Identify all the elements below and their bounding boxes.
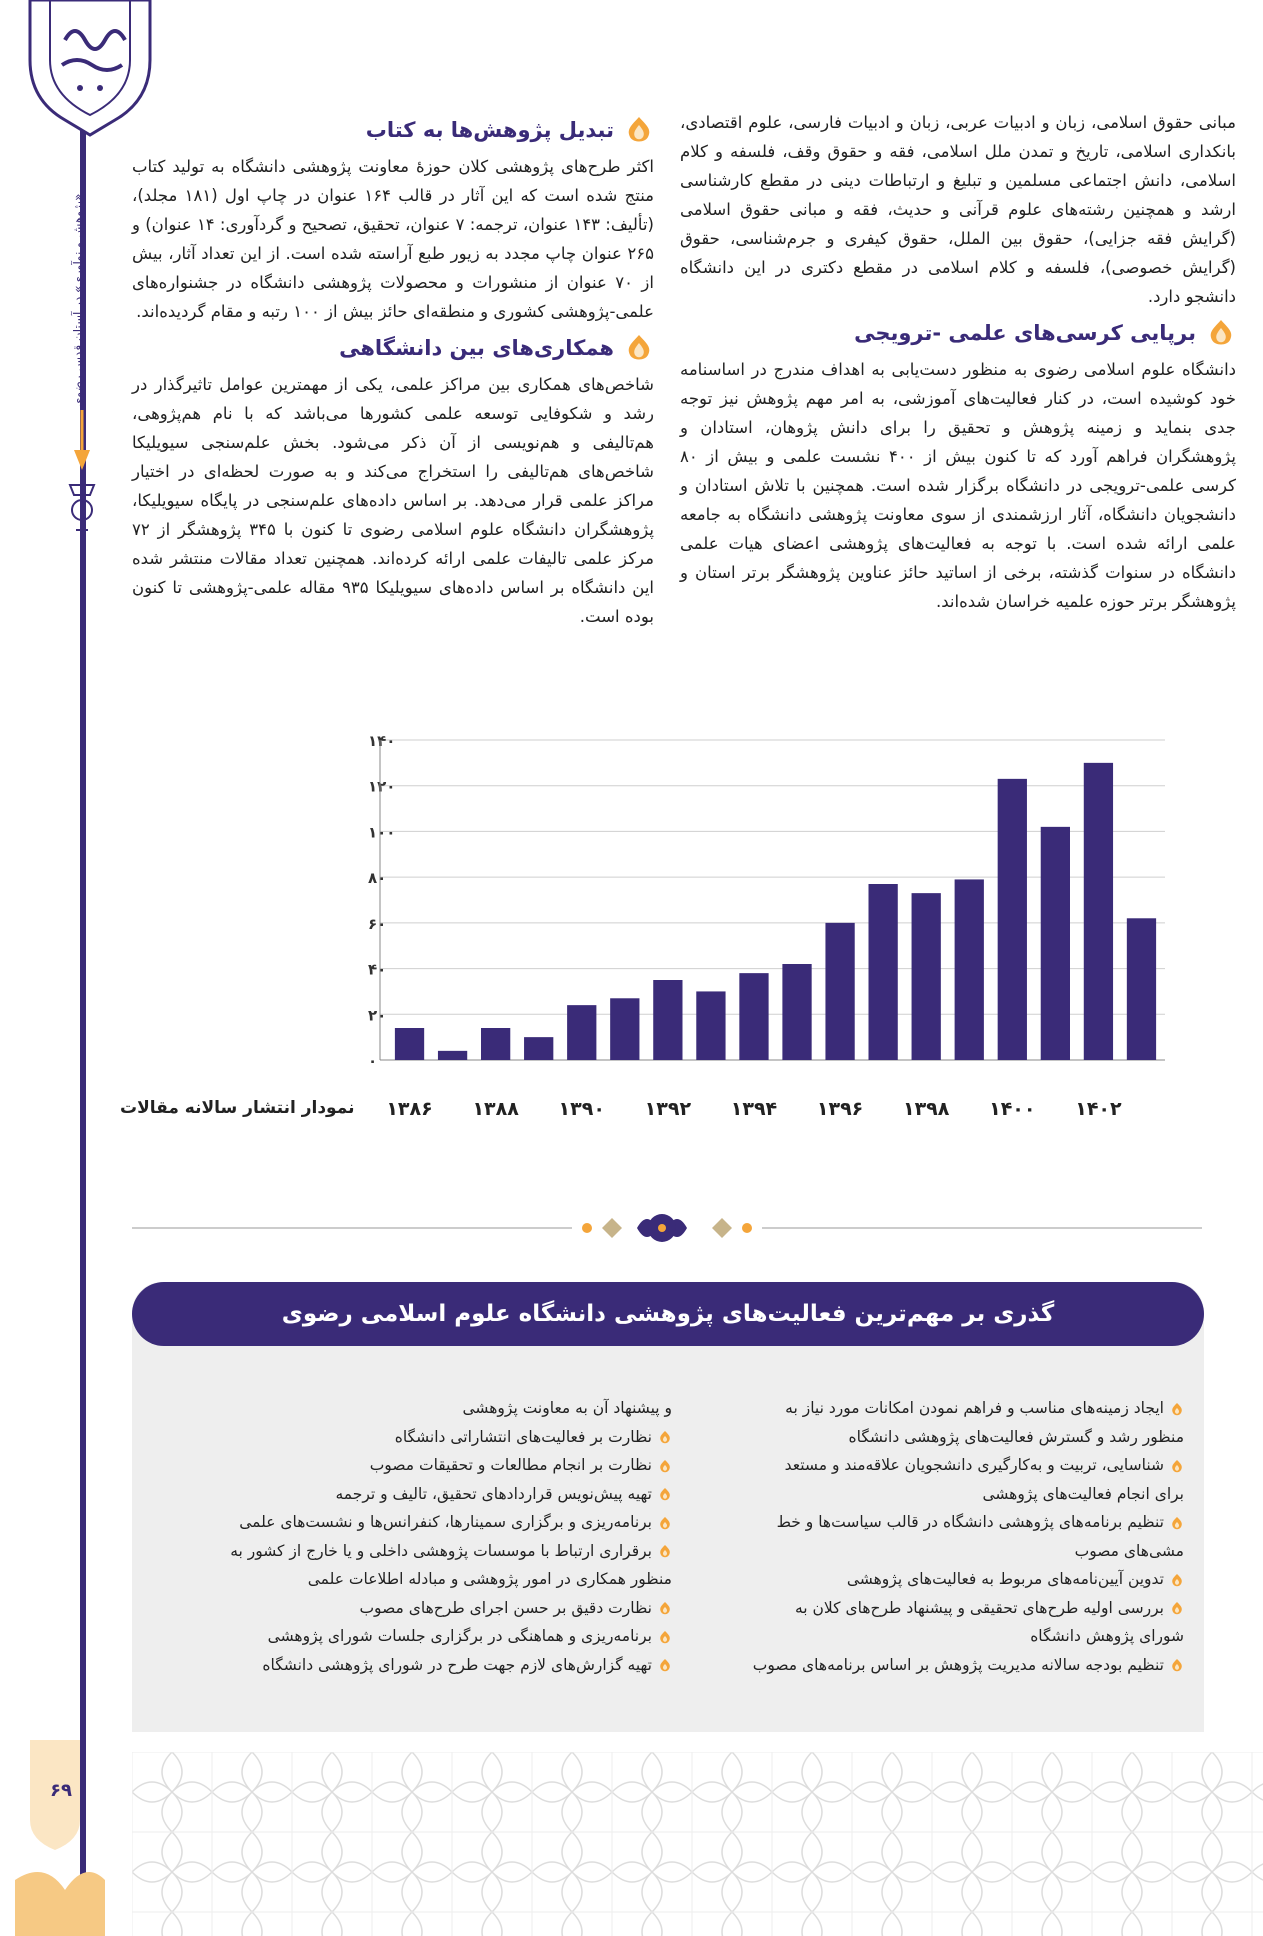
bar-1398 [912,893,941,1060]
articles-bar-chart [320,735,1175,1130]
list-item-text: شناسایی، تربیت و به‌کارگیری دانشجویان علاقه‌مند و مستعد [784,1456,1164,1474]
bar-1389 [524,1037,553,1060]
list-item [162,1651,672,1680]
x-tick-label: ۱۳۸۶ [386,1098,433,1120]
x-tick-label: ۱۳۹۶ [816,1098,864,1120]
bar-1397 [869,884,898,1060]
list-item-text: تهیه گزارش‌های لازم جهت طرح در شورای پژوهشی دانشگاه [262,1655,652,1674]
bar-1402 [1084,763,1113,1060]
geometric-pattern [132,1752,1263,1936]
x-tick-label: ۱۳۹۴ [730,1098,778,1120]
list-item [162,1537,672,1566]
list-item-text: تنظیم برنامه‌های پژوهشی دانشگاه در قالب سیاست‌ها و خط [776,1513,1164,1531]
list-item [162,1451,672,1480]
flame-icon [1170,1573,1184,1587]
flame-icon [658,1658,672,1672]
list-item-text: تدوین آیین‌نامه‌های مربوط به فعالیت‌های پژوهشی [846,1570,1164,1588]
x-tick-label: ۱۳۹۲ [644,1098,692,1120]
list-item-text: نظارت بر انجام مطالعات و تحقیقات مصوب [369,1456,652,1474]
flame-icon [658,1630,672,1644]
section-title: همکاری‌های بین دانشگاهی [339,336,614,360]
x-tick-label: ۱۳۹۸ [902,1098,950,1120]
list-item-text: نظارت دقیق بر حسن اجرای طرح‌های مصوب [359,1598,652,1617]
list-item-continuation: مشی‌های مصوب [1074,1541,1184,1560]
list-item-text: برقراری ارتباط با موسسات پژوهشی داخلی و یا خارج از کشور به [230,1541,652,1560]
list-item [684,1651,1184,1680]
section-title: تبدیل پژوهش‌ها به کتاب [365,118,614,142]
list-item-text: ایجاد زمینه‌های مناسب و فراهم نمودن امکانات مورد نیاز به [785,1399,1164,1417]
section-paragraph: دانشگاه علوم اسلامی رضوی به منظور دست‌یابی به اهداف مندرج در اساسنامه خود کوشیده است، در کنار فعالیت‌های آموزشی، به امر مهم پژوهش نیز توجه جدی بنماید و زمینه پژوهش و تحقیق را برای دانش پژوهان، استادان و پژوهشگران فراهم آورد که تا کنون بیش از ۴۰۰ نشست علمی و بیش از ۸۰ کرسی علمی-ترویجی در دانشگاه برگزار شده است. همچنین با تلاش استادان و دانشجویان دانشگاه، آثار ارزشمندی از سوی معاونت پژوهشی دانشگاه به جامعه علمی ارائه شده است. با توجه به فعالیت‌های پژوهشی اعضای هیات علمی دانشگاه در سنوات گذشته، برخی از اساتید حائز عناوین پژوهشگر برتر استان و پژوهشگر برتر حوزه علمیه خراسان شده‌اند. [680,360,1236,611]
summary-left-list [162,1394,672,1679]
list-item [684,1565,1184,1594]
list-item [162,1508,672,1537]
list-item [684,1508,1184,1537]
y-tick-label: ۶۰ [368,914,387,933]
list-item-continuation: منظور رشد و گسترش فعالیت‌های پژوهشی دانشگاه [848,1427,1184,1446]
flame-icon [658,1516,672,1530]
list-item [162,1423,672,1452]
flame-icon [1170,1658,1184,1672]
list-item [162,1480,672,1509]
x-tick-label: ۱۳۸۸ [472,1098,519,1120]
bar-1399 [955,879,984,1060]
flame-icon [1170,1402,1184,1416]
list-item-continuation: شورای پژوهش دانشگاه [1030,1627,1184,1645]
y-tick-label: ۴۰ [368,960,387,979]
bar-1390 [567,1005,596,1060]
bar-1391 [610,998,639,1060]
list-item-text: نظارت بر فعالیت‌های انتشاراتی دانشگاه [394,1427,652,1446]
list-item-text: بررسی اولیه طرح‌های تحقیقی و پیشنهاد طرح‌های کلان به [794,1598,1164,1617]
list-item-text: برنامه‌ریزی و هماهنگی در برگزاری جلسات شورای پژوهشی [267,1627,652,1645]
summary-box [132,1282,1204,1732]
list-item-continuation: منظور همکاری در امور پژوهشی و مبادله اطلاعات علمی [307,1570,672,1588]
flame-icon [658,1601,672,1615]
bar-1403 [1127,918,1156,1060]
flame-icon [1170,1601,1184,1615]
summary-right-list [684,1394,1184,1679]
y-tick-label: ۸۰ [368,869,387,888]
list-item [162,1594,672,1623]
flame-icon [658,1487,672,1501]
bar-1386 [395,1028,424,1060]
section-paragraph: شاخص‌های همکاری بین مراکز علمی، یکی از مهمترین عوامل تاثیرگذار در رشد و شکوفایی توسعه علمی کشورها می‌باشد که با نام هم‌پژوهی، هم‌تالیفی و هم‌نویسی از آن ذکر می‌شود. بخش علم‌سنجی سیویلیکا شاخص‌های هم‌تالیفی را استخراج می‌کند و به صورت لحظه‌ای در اختیار مراکز علمی قرار می‌دهد. بر اساس داده‌های علم‌سنجی در پایگاه سیویلیکا، پژوهشگران دانشگاه علوم اسلامی رضوی تا کنون با ۳۴۵ پژوهشگر از ۷۲ مرکز علمی تالیفات علمی ارائه کرده‌اند. همچنین تعداد مقالات منتشر شده این دانشگاه بر اساس داده‌های سیویلیکا ۹۳۵ مقاله علمی-پژوهشی تا کنون بوده است. [132,375,654,626]
chart-title: نمودار انتشار سالانه مقالات [120,1098,355,1118]
ornament-divider [132,1208,1202,1248]
list-item-text: برنامه‌ریزی و برگزاری سمینارها، کنفرانس‌ها و نشست‌های علمی [239,1513,652,1531]
summary-title: گذری بر مهم‌ترین فعالیت‌های پژوهشی دانشگاه علوم اسلامی رضوی [132,1282,1204,1346]
list-item [684,1594,1184,1623]
bar-1387 [438,1051,467,1060]
flame-icon [658,1544,672,1558]
list-item: و پیشنهاد آن به معاونت پژوهشی [462,1399,672,1417]
y-tick-label: ۱۰۰ [368,823,396,842]
bar-1393 [696,991,725,1060]
side-title: «پژوهش و نوآوری» در آستان قدس رضوی [71,193,85,407]
x-tick-label: ۱۳۹۰ [558,1098,605,1120]
x-tick-label: ۱۴۰۲ [1075,1098,1122,1120]
section-paragraph: اکثر طرح‌های پژوهشی کلان حوزهٔ معاونت پژوهشی دانشگاه به تولید کتاب منتج شده است که این آثار در قالب ۱۶۴ عنوان در چاپ اول (۱۸۱ مجلد)، (تألیف: ۱۴۳ عنوان، ترجمه: ۷ عنوان، تحقیق، تصحیح و گردآوری: ۱۴ عنوان) و ۲۶۵ عنوان چاپ مجدد به زیور طبع آراسته شده است. از این تعداد آثار، بیش از ۷۰ عنوان از منشورات و محصولات پژوهشی دانشگاه در جشنواره‌های علمی-پژوهشی کشوری و منطقه‌ای حائز بیش از ۱۰۰ رتبه و مقام گردیده‌اند. [131,157,655,321]
section-heading-cooperation [132,332,654,364]
list-item-text: تهیه پیش‌نویس قراردادهای تحقیق، تالیف و ترجمه [335,1484,652,1503]
y-tick-label: ۲۰ [368,1006,387,1025]
bar-1392 [653,980,682,1060]
list-item [684,1451,1184,1480]
bar-1388 [481,1028,510,1060]
flame-icon [1170,1516,1184,1530]
flame-icon [1170,1459,1184,1473]
x-tick-label: ۱۴۰۰ [989,1098,1036,1120]
list-item-text: تنظیم بودجه سالانه مدیریت پژوهش بر اساس برنامه‌های مصوب [752,1655,1164,1674]
y-tick-label: ۱۲۰ [368,777,396,796]
section-title: برپایی کرسی‌های علمی -ترویجی [854,321,1196,345]
list-item [162,1622,672,1651]
left-column [132,108,654,635]
list-item-continuation: برای انجام فعالیت‌های پژوهشی [982,1484,1184,1503]
y-tick-label: ۱۴۰ [368,735,396,750]
right-column [680,108,1236,620]
bar-1395 [782,964,811,1060]
section-heading-chairs [680,317,1236,349]
flame-icon [658,1430,672,1444]
y-tick-label: ۰ [368,1052,378,1070]
pen-ornament-icon [62,410,102,540]
intro-paragraph: مبانی حقوق اسلامی، زبان و ادبیات عربی، زبان و ادبیات فارسی، علوم اقتصادی، بانکداری اسلامی، تاریخ و تمدن ملل اسلامی، فقه و حقوق وقف، فلسفه و کلام اسلامی، دانش اجتماعی مسلمین و تبلیغ و ارتباطات دینی در مقطع کارشناسی ارشد و همچنین رشته‌های علوم قرآنی و حدیث، فقه و مبانی حقوق اسلامی (گرایش فقه جزایی)، حقوق بین الملل، حقوق کیفری و جرم‌شناسی، حقوق (گرایش خصوصی)، فلسفه و کلام اسلامی در مقطع دکتری در این دانشگاه دانشجو دارد. [680,113,1236,306]
flame-icon [624,115,654,145]
bar-1400 [998,779,1027,1060]
section-heading-books [132,114,654,146]
bar-1396 [825,923,854,1060]
page-number: ۶۹ [50,1779,72,1801]
flame-icon [658,1459,672,1473]
flame-icon [1206,318,1236,348]
bar-1394 [739,973,768,1060]
bar-1401 [1041,827,1070,1060]
flame-icon [624,333,654,363]
list-item [684,1394,1184,1423]
